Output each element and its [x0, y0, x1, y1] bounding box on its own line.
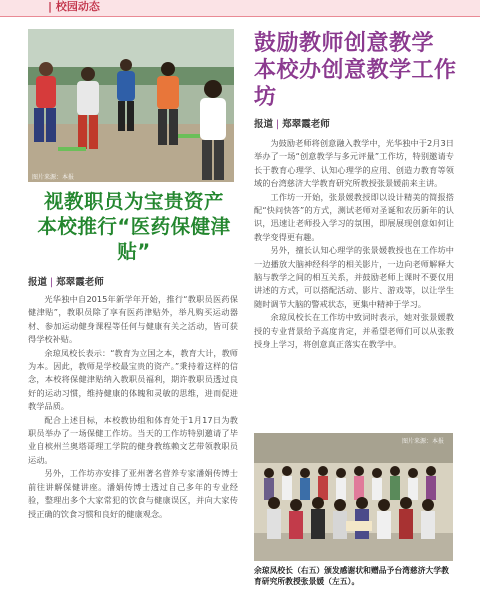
left-article-body — [28, 293, 238, 521]
exercise-photo-image — [28, 29, 234, 182]
photo-credit: 图片来源：本报 — [32, 174, 75, 181]
section-tag: | 校园动态 — [48, 0, 100, 13]
group-photo — [254, 433, 453, 561]
byline-separator: | — [50, 277, 54, 288]
group-photo-image — [254, 433, 453, 561]
right-paragraph: 另外，擅长认知心理学的张景媛教授也在工作坊中一边播放大脑神经科学的相关影片，一边向老师解释大脑与教学之间的相互关系，并鼓励老师上课时不要仅用讲述的方式，可以搭配活动、影片、游戏等，以让学生随时调节大脑的警戒状态，更集中精神于学习。 — [254, 245, 454, 309]
byline-label: 报道 — [254, 119, 274, 130]
photo-credit: 图片来源：本报 — [402, 438, 445, 445]
right-article-body — [254, 137, 454, 352]
byline-author: 郑翠霞老师 — [282, 119, 330, 130]
byline-separator: | — [276, 119, 280, 130]
right-paragraph: 余琼凤校长在工作坊中致词时表示，她对张景媛教授的专业背景给予高度肯定，并希望老师们可以从张教授身上学习，将创意真正落实在教学中。 — [254, 312, 454, 350]
right-article-headline: 鼓励教师创意教学 本校办创意教学工作坊 — [254, 31, 457, 110]
right-paragraph: 为鼓励老师将创意融入教学中，光华独中于2月3日举办了一场“创意教学与多元评量”工作坊，特别邀请专长于教育心理学、认知心理学的应用、创造力教育等领域的台湾慈济大学教育研究所教授张景媛前来主讲。 — [254, 138, 454, 189]
exercise-photo — [28, 29, 234, 182]
byline-author: 郑翠霞老师 — [56, 277, 104, 288]
left-paragraph: 余琼凤校长表示：“教育为立国之本，教育大计，教师为本。因此，教师是学校最宝贵的资产。”秉持着这样的信念，本校将保健津贴纳入教职员福利，期许教职员透过良好的运动习惯，维持健康的体魄和灵敏的思维，进而促进教学品质。 — [28, 347, 238, 412]
left-paragraph: 光华独中自2015年新学年开始，推行“教职员医药保健津贴”，教职员除了享有医药津贴外，举凡购买运动器材、参加运动健身课程等任何与健康有关之活动，皆可获得学校补贴。 — [28, 294, 238, 345]
left-paragraph: 另外，工作坊亦安排了亚州著名营养专家潘娟传博士前往讲解保健讲座。潘娟传博士透过自己多年的专业经验，整理出多个大家常犯的饮食与健康误区，并向大家传授正确的饮食习惯和良好的健康观念。 — [28, 468, 238, 519]
byline-label: 报道 — [28, 277, 48, 288]
left-article-byline — [28, 274, 104, 288]
right-article-byline — [254, 116, 330, 130]
group-photo-caption: 余琼凤校长（右五）颁发感谢状和赠品予台湾慈济大学教育研究所教授张景媛（左五）。 — [254, 566, 449, 586]
section-header-bar — [0, 0, 480, 17]
right-paragraph: 工作坊一开始，张景媛教授即以设计精美的简报搭配“快问快答”的方式，测试老师对圣诞和农历新年的认识，迅速让老师投入学习的氛围，即展展现创意如何让教学变得更有趣。 — [254, 191, 454, 242]
left-paragraph: 配合上述目标，本校教协组和体育处于1月17日为教职员举办了一场保健工作坊。当天的工作坊特别邀请了毕业自槟州兰奥塔哥理工学院的健身教练赖文艺带领教职员运动。 — [28, 414, 238, 465]
left-article-headline: 视教职员为宝贵资产 本校推行“医药保健津贴” — [37, 190, 245, 263]
